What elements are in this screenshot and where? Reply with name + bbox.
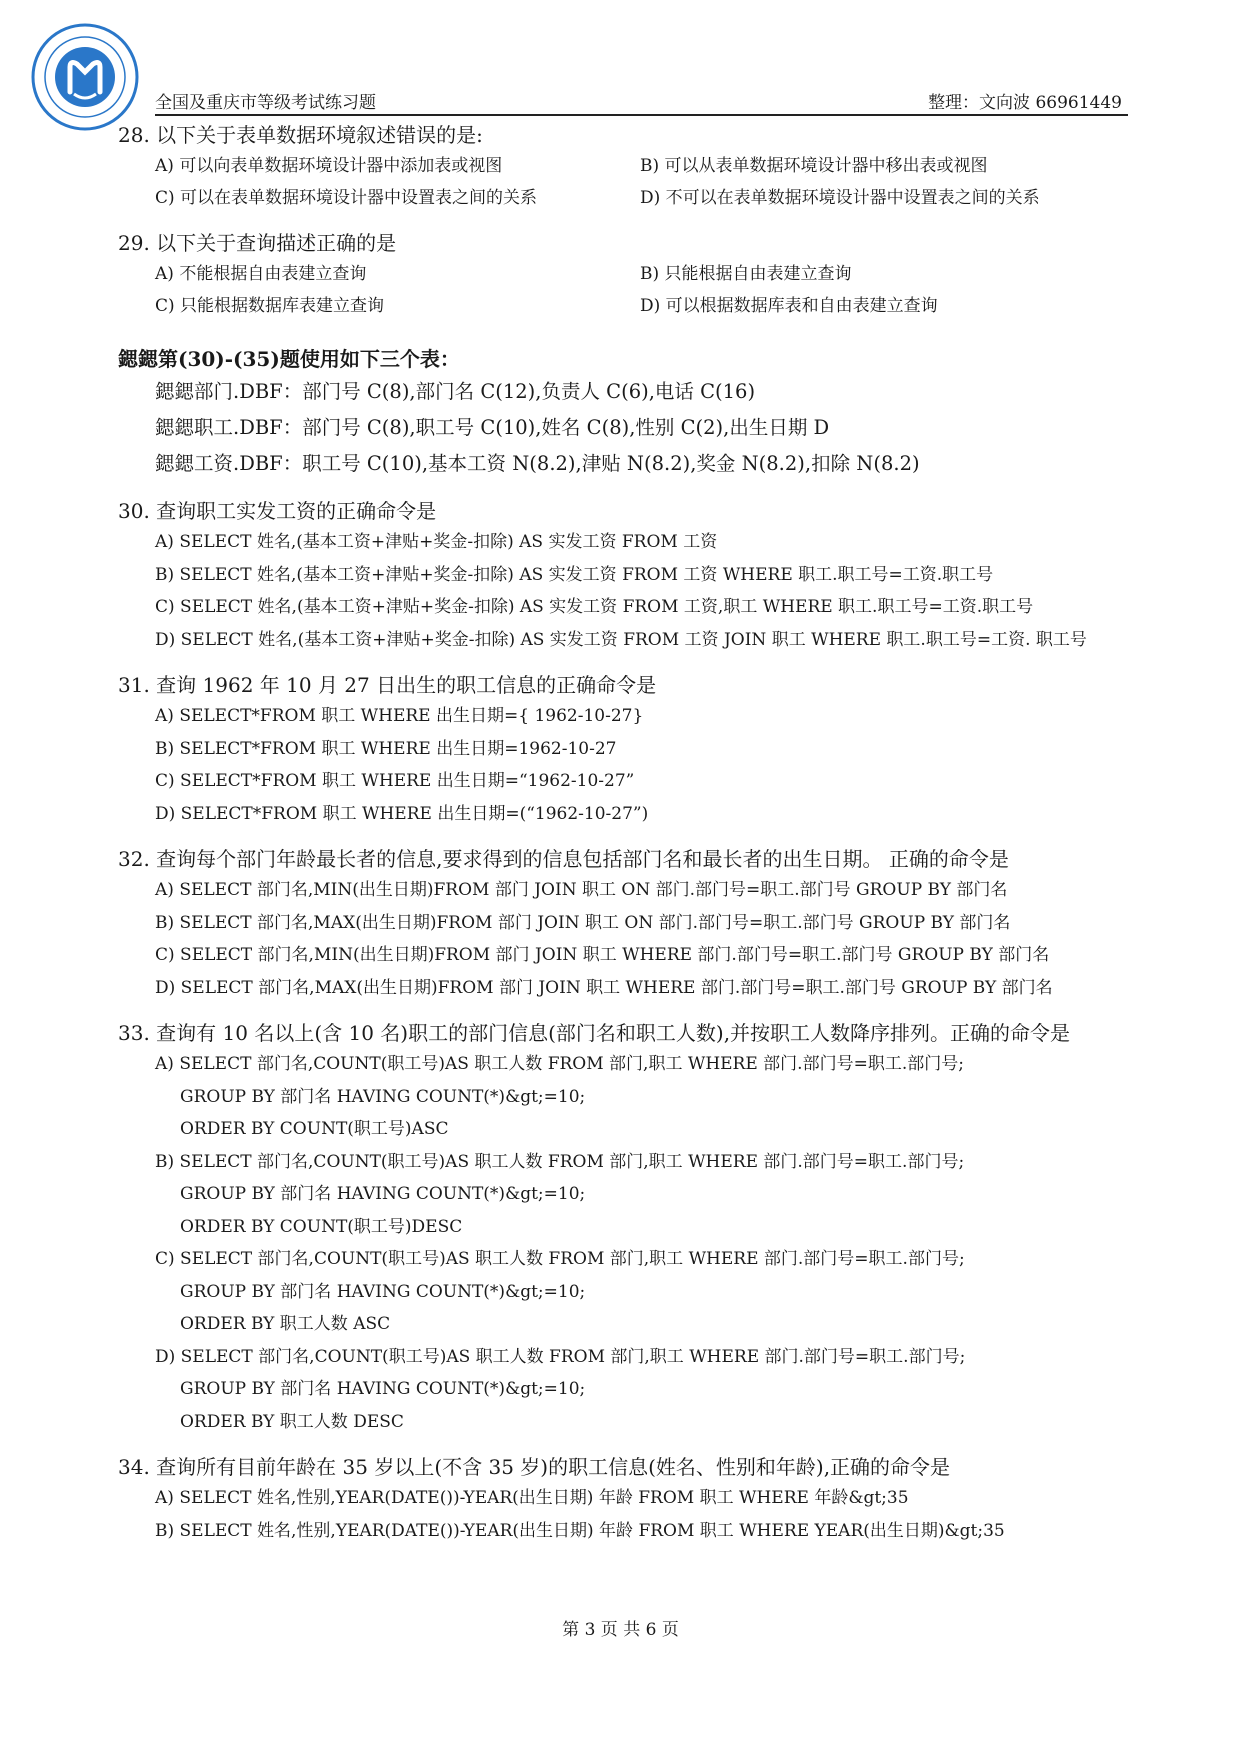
option-b: B) SELECT 部门名,COUNT(职工号)AS 职工人数 FROM 部门,职工 WHERE 部门.部门号=职工.部门号; — [155, 1151, 965, 1172]
header-title: 全国及重庆市等级考试练习题 — [155, 93, 376, 113]
page-header — [155, 88, 1128, 116]
question-34 — [118, 1452, 1128, 1547]
option-c: C) 只能根据数据库表建立查询 — [155, 296, 385, 316]
option-a: A) SELECT 部门名,MIN(出生日期)FROM 部门 JOIN 职工 ON 部门.部门号=职工.部门号 GROUP BY 部门名 — [155, 880, 1008, 900]
option-c-line: ORDER BY 职工人数 ASC — [180, 1314, 391, 1334]
option-d: D) SELECT*FROM 职工 WHERE 出生日期=(“1962-10-27”) — [155, 803, 649, 824]
option-d: D) 不可以在表单数据环境设计器中设置表之间的关系 — [640, 188, 1040, 208]
option-c: C) SELECT 部门名,MIN(出生日期)FROM 部门 JOIN 职工 WHERE 部门.部门号=职工.部门号 GROUP BY 部门名 — [155, 945, 1050, 965]
question-title: 30. 查询职工实发工资的正确命令是 — [118, 499, 437, 523]
table-definitions — [118, 374, 1128, 482]
question-title: 31. 查询 1962 年 10 月 27 日出生的职工信息的正确命令是 — [118, 673, 657, 697]
question-30 — [118, 496, 1128, 656]
option-a: A) SELECT*FROM 职工 WHERE 出生日期={ 1962-10-27} — [155, 706, 644, 726]
option-a: A) SELECT 姓名,性别,YEAR(DATE())-YEAR(出生日期) 年龄 FROM 职工 WHERE 年龄&gt;35 — [155, 1488, 909, 1508]
option-d: D) SELECT 部门名,MAX(出生日期)FROM 部门 JOIN 职工 WHERE 部门.部门号=职工.部门号 GROUP BY 部门名 — [155, 977, 1053, 998]
option-b: B) 可以从表单数据环境设计器中移出表或视图 — [640, 156, 988, 176]
header-author: 整理：文向波 66961449 — [928, 93, 1122, 113]
option-b: B) SELECT 姓名,性别,YEAR(DATE())-YEAR(出生日期) 年龄 FROM 职工 WHERE YEAR(出生日期)&gt;35 — [155, 1520, 1005, 1541]
page-footer: 第 3 页 共 6 页 — [562, 1620, 679, 1640]
question-33 — [118, 1018, 1128, 1438]
table-definition: 鍶鍶职工.DBF：部门号 C(8),职工号 C(10),姓名 C(8),性别 C(2),出生日期 D — [155, 416, 830, 439]
option-b: B) SELECT 姓名,(基本工资+津贴+奖金-扣除) AS 实发工资 FROM 工资 WHERE 职工.职工号=工资.职工号 — [155, 564, 994, 585]
option-d-line: ORDER BY 职工人数 DESC — [180, 1411, 404, 1432]
option-a: A) SELECT 部门名,COUNT(职工号)AS 职工人数 FROM 部门,职工 WHERE 部门.部门号=职工.部门号; — [155, 1054, 964, 1074]
option-a-line: ORDER BY COUNT(职工号)ASC — [180, 1119, 449, 1139]
question-31 — [118, 670, 1128, 830]
option-a: A) 不能根据自由表建立查询 — [155, 264, 367, 284]
table-definition: 鍶鍶工资.DBF：职工号 C(10),基本工资 N(8.2),津贴 N(8.2),奖金 N(8.2),扣除 N(8.2) — [155, 452, 920, 475]
option-b: B) SELECT*FROM 职工 WHERE 出生日期=1962-10-27 — [155, 738, 617, 759]
table-definition: 鍶鍶部门.DBF：部门号 C(8),部门名 C(12),负责人 C(6),电话 C(16) — [155, 380, 756, 403]
question-title: 28. 以下关于表单数据环境叙述错误的是: — [118, 123, 483, 147]
question-29 — [118, 228, 1128, 322]
option-c: C) 可以在表单数据环境设计器中设置表之间的关系 — [155, 188, 538, 208]
question-title: 32. 查询每个部门年龄最长者的信息,要求得到的信息包括部门名和最长者的出生日期。 正确的命令是 — [118, 847, 1009, 871]
option-b-line: GROUP BY 部门名 HAVING COUNT(*)&gt;=10; — [180, 1184, 586, 1204]
question-title: 33. 查询有 10 名以上(含 10 名)职工的部门信息(部门名和职工人数),并按职工人数降序排列。正确的命令是 — [118, 1021, 1071, 1045]
option-b-line: ORDER BY COUNT(职工号)DESC — [180, 1216, 463, 1237]
option-b: B) SELECT 部门名,MAX(出生日期)FROM 部门 JOIN 职工 ON 部门.部门号=职工.部门号 GROUP BY 部门名 — [155, 912, 1011, 933]
question-32 — [118, 844, 1128, 1004]
option-d: D) SELECT 部门名,COUNT(职工号)AS 职工人数 FROM 部门,职工 WHERE 部门.部门号=职工.部门号; — [155, 1346, 966, 1367]
question-28 — [118, 120, 1128, 214]
option-c-line: GROUP BY 部门名 HAVING COUNT(*)&gt;=10; — [180, 1281, 586, 1302]
option-d-line: GROUP BY 部门名 HAVING COUNT(*)&gt;=10; — [180, 1379, 586, 1399]
section-heading: 鍶鍶第(30)-(35)题使用如下三个表： — [118, 347, 460, 371]
question-title: 34. 查询所有目前年龄在 35 岁以上(不含 35 岁)的职工信息(姓名、性别和年龄),正确的命令是 — [118, 1455, 951, 1479]
option-a-line: GROUP BY 部门名 HAVING COUNT(*)&gt;=10; — [180, 1086, 586, 1107]
option-b: B) 只能根据自由表建立查询 — [640, 264, 852, 284]
option-a: A) 可以向表单数据环境设计器中添加表或视图 — [155, 156, 503, 176]
question-title: 29. 以下关于查询描述正确的是 — [118, 231, 397, 255]
option-a: A) SELECT 姓名,(基本工资+津贴+奖金-扣除) AS 实发工资 FROM 工资 — [155, 532, 718, 552]
university-logo — [30, 22, 140, 132]
option-c: C) SELECT*FROM 职工 WHERE 出生日期=“1962-10-27” — [155, 771, 635, 791]
page-content — [118, 120, 1128, 1547]
option-d: D) SELECT 姓名,(基本工资+津贴+奖金-扣除) AS 实发工资 FROM 工资 JOIN 职工 WHERE 职工.职工号=工资. 职工号 — [155, 629, 1087, 650]
option-c: C) SELECT 部门名,COUNT(职工号)AS 职工人数 FROM 部门,职工 WHERE 部门.部门号=职工.部门号; — [155, 1249, 965, 1269]
option-d: D) 可以根据数据库表和自由表建立查询 — [640, 296, 938, 316]
option-c: C) SELECT 姓名,(基本工资+津贴+奖金-扣除) AS 实发工资 FROM 工资,职工 WHERE 职工.职工号=工资.职工号 — [155, 597, 1034, 617]
